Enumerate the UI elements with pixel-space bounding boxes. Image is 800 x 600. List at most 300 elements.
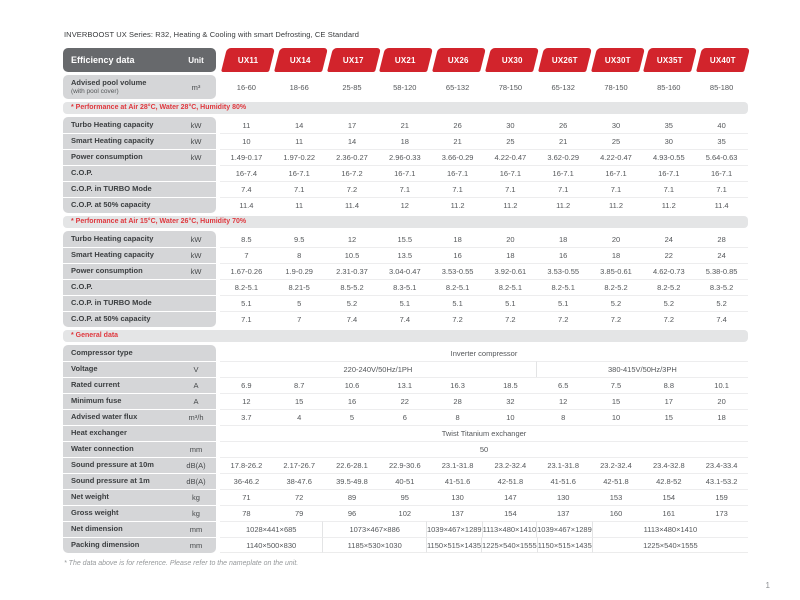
model-tab-ribbon: [432, 48, 486, 72]
cell: 16-7.1: [484, 165, 537, 181]
model-tab: [378, 48, 431, 72]
row-unit: dB(A): [176, 473, 216, 489]
cell: 78: [220, 505, 273, 521]
model-tab-label: UX11: [237, 55, 259, 65]
cell: 8: [537, 409, 590, 425]
cell: 10: [590, 409, 643, 425]
cell: 6: [378, 409, 431, 425]
cell: 11.2: [537, 197, 590, 213]
table-row: [63, 489, 748, 505]
cell: 12: [378, 197, 431, 213]
cell: 7.2: [326, 181, 379, 197]
performance-air28-group: [63, 117, 748, 213]
cell: 30: [642, 133, 695, 149]
cell: 18-66: [289, 82, 309, 92]
cell: Twist Titanium exchanger: [220, 425, 748, 441]
model-tab-ribbon: [327, 48, 381, 72]
cell: 10.5: [326, 247, 379, 263]
cell: 7.4: [220, 181, 273, 197]
cell: 25-85: [342, 82, 362, 92]
cell: 7.2: [590, 311, 643, 327]
cell: 161: [642, 505, 695, 521]
cell: 11.2: [590, 197, 643, 213]
cell: 16-7.1: [695, 165, 748, 181]
model-tab: [484, 48, 537, 72]
cell: 8.2-5.1: [537, 279, 590, 295]
cell: 7.1: [590, 181, 643, 197]
cell: 10: [484, 409, 537, 425]
cell: 18: [453, 234, 462, 244]
table-header-row: [63, 48, 748, 72]
cell: 30: [611, 120, 621, 130]
cell: 1150×515×1435: [427, 537, 482, 553]
row-label: Sound pressure at 10m: [63, 457, 176, 473]
cell: 9.5: [293, 234, 305, 244]
unit-header: Unit: [188, 55, 204, 65]
cell: 78-150: [604, 82, 628, 92]
cell: 95: [378, 489, 431, 505]
page-title: INVERBOOST UX Series: R32, Heating & Cooling with smart Defrosting, CE Standard: [64, 30, 359, 39]
cell: 42.8-52: [642, 473, 695, 489]
cell: 35: [695, 133, 748, 149]
cell: 3.7: [220, 409, 273, 425]
table-row: [63, 441, 748, 457]
cell: 1.49-0.17: [220, 149, 273, 165]
cell: 16-7.1: [590, 165, 643, 181]
cell: 154: [642, 489, 695, 505]
table-row: [63, 409, 748, 425]
row-label: Smart Heating capacity: [63, 133, 176, 149]
efficiency-data-header: Efficiency data: [71, 55, 135, 65]
cell: 380-415V/50Hz/3PH: [537, 361, 748, 377]
table-row: [63, 133, 748, 149]
cell: 1028×441×685: [220, 521, 323, 537]
row-label: Power consumption: [63, 263, 176, 279]
row-unit: [176, 295, 216, 311]
cell: 16-7.1: [273, 165, 326, 181]
model-tab-label: UX40T: [710, 55, 737, 65]
cell: 220-240V/50Hz/1PH: [220, 361, 537, 377]
cell: 5.2: [590, 295, 643, 311]
table-row: [63, 537, 748, 553]
row-label: Turbo Heating capacity: [63, 117, 176, 133]
cell: 15: [642, 409, 695, 425]
cell: 38-47.6: [273, 473, 326, 489]
page-number: 1: [765, 581, 770, 590]
cell: 8.21-5: [273, 279, 326, 295]
row-unit: [176, 345, 216, 361]
cell: 11.4: [326, 197, 379, 213]
cell: 71: [220, 489, 273, 505]
cell: 5.1: [220, 295, 273, 311]
cell: 1225×540×1555: [482, 537, 538, 553]
model-tab: [431, 48, 484, 72]
cell: 137: [537, 505, 590, 521]
row-label: Voltage: [63, 361, 176, 377]
cell: 16-7.4: [220, 165, 273, 181]
cell: 23.1-31.8: [537, 457, 590, 473]
model-tab: [326, 48, 379, 72]
cell: 147: [484, 489, 537, 505]
model-tab-label: UX21: [395, 55, 417, 65]
cell: 16-60: [236, 82, 256, 92]
cell: 42-51.8: [590, 473, 643, 489]
cell: 7.2: [431, 311, 484, 327]
cell: 22.9-30.6: [378, 457, 431, 473]
cell: 41-51.6: [431, 473, 484, 489]
cell: 40-51: [378, 473, 431, 489]
cell: 1113×480×1410: [593, 521, 748, 537]
cell: 7.4: [695, 311, 748, 327]
general-data-group: [63, 345, 748, 553]
cell: 5.2: [642, 295, 695, 311]
cell: 16-7.2: [326, 165, 379, 181]
cell: 40: [717, 120, 726, 130]
model-tab-label: UX30: [501, 55, 523, 65]
table-row: [63, 521, 748, 537]
cell: 1.97-0.22: [273, 149, 326, 165]
cell: 11: [242, 120, 251, 130]
cell: 15: [590, 393, 643, 409]
table-row: [63, 473, 748, 489]
cell: 11.4: [220, 197, 273, 213]
cell: 14: [295, 120, 304, 130]
model-tab-ribbon: [379, 48, 433, 72]
model-tab: [273, 48, 326, 72]
cell: 3.53-0.55: [537, 263, 590, 279]
row-label: C.O.P. in TURBO Mode: [63, 295, 176, 311]
section-heading-general-data: * General data: [63, 330, 748, 342]
cell: 15: [273, 393, 326, 409]
row-label: Turbo Heating capacity: [63, 231, 176, 247]
row-unit: kg: [176, 489, 216, 505]
cell: 10: [220, 133, 273, 149]
cell: 18: [559, 234, 568, 244]
cell: 96: [326, 505, 379, 521]
cell: 8.8: [642, 377, 695, 393]
row-unit: m³/h: [176, 409, 216, 425]
cell: 16-7.1: [537, 165, 590, 181]
cell: 16-7.1: [431, 165, 484, 181]
model-tab-ribbon: [274, 48, 328, 72]
cell: 1039×467×1289: [427, 521, 483, 537]
cell: 21: [537, 133, 590, 149]
cell: 17: [642, 393, 695, 409]
cell: 36-46.2: [220, 473, 273, 489]
row-label: Smart Heating capacity: [63, 247, 176, 263]
cell: 5: [273, 295, 326, 311]
cell: 16: [431, 247, 484, 263]
cell: 5.2: [326, 295, 379, 311]
cell: 30: [506, 120, 515, 130]
cell: 130: [431, 489, 484, 505]
row-label: C.O.P.: [63, 279, 176, 295]
cell: 1.9-0.29: [273, 263, 326, 279]
cell: 23.2-32.4: [484, 457, 537, 473]
model-tab-label: UX30T: [604, 55, 631, 65]
cell: 23.1-31.8: [431, 457, 484, 473]
model-tab: [642, 48, 695, 72]
cell: 22: [642, 247, 695, 263]
row-unit: mm: [176, 521, 216, 537]
table-row: [63, 295, 748, 311]
row-label: Power consumption: [63, 149, 176, 165]
row-label: Advised water flux: [63, 409, 176, 425]
cell: 4.22-0.47: [590, 149, 643, 165]
table-row: [63, 279, 748, 295]
row-unit: [176, 311, 216, 327]
row-unit: [176, 425, 216, 441]
cell: 65-132: [551, 82, 575, 92]
cell: 18: [590, 247, 643, 263]
cell: 10.6: [326, 377, 379, 393]
row-unit: mm: [176, 537, 216, 553]
cell: Inverter compressor: [450, 348, 518, 358]
cell: 43.1-53.2: [695, 473, 748, 489]
model-tab-label: UX17: [343, 55, 364, 65]
row-label: C.O.P. at 50% capacity: [63, 197, 176, 213]
model-tab: [220, 48, 273, 72]
cell: 7.4: [326, 311, 379, 327]
model-tab: [537, 48, 590, 72]
cell: 85-180: [709, 82, 734, 92]
row-unit: kW: [176, 263, 216, 279]
model-tab-ribbon: [643, 48, 697, 72]
cell: 7.1: [273, 181, 326, 197]
cell: 5.1: [431, 295, 484, 311]
cell: 21: [400, 120, 409, 130]
row-unit: kW: [176, 231, 216, 247]
cell: 14: [326, 133, 379, 149]
cell: 1185×530×1030: [323, 537, 426, 553]
cell: 3.92-0.61: [484, 263, 537, 279]
table-header-left: [63, 48, 216, 72]
cell: 8: [273, 247, 326, 263]
cell: 8.2-5.1: [484, 279, 537, 295]
cell: 26: [559, 120, 568, 130]
table-row: [63, 231, 748, 247]
cell: 3.62-0.29: [537, 149, 590, 165]
cell: 8.2-5.1: [431, 279, 484, 295]
pool-volume-group: [63, 75, 748, 99]
table-row: [63, 165, 748, 181]
cell: 5.64-0.63: [695, 149, 748, 165]
cell: 3.53-0.55: [431, 263, 484, 279]
performance-air15-group: [63, 231, 748, 327]
row-label: Heat exchanger: [63, 425, 176, 441]
section-heading-performance-air28: * Performance at Air 28°C, Water 28°C, Humidity 80%: [63, 102, 748, 114]
model-tab: [695, 48, 748, 72]
cell: 7.1: [220, 311, 273, 327]
row-label: Net weight: [63, 489, 176, 505]
cell: 18: [484, 247, 537, 263]
cell: 8.2-5.1: [220, 279, 273, 295]
cell: 7.1: [537, 181, 590, 197]
cell: 160: [590, 505, 643, 521]
cell: 24: [695, 247, 748, 263]
row-label: C.O.P. in TURBO Mode: [63, 181, 176, 197]
table-row: [63, 117, 748, 133]
model-tab-label: UX35T: [657, 55, 684, 65]
row-unit: A: [176, 393, 216, 409]
cell: 16-7.1: [642, 165, 695, 181]
cell: 2.96-0.33: [378, 149, 431, 165]
row-unit: m³: [176, 75, 216, 99]
cell: 2.31-0.37: [326, 263, 379, 279]
row-label: Net dimension: [63, 521, 176, 537]
table-row: [63, 75, 748, 99]
table-content: [63, 30, 748, 567]
cell: 7.1: [484, 181, 537, 197]
cell: 2.36-0.27: [326, 149, 379, 165]
table-row: [63, 197, 748, 213]
cell: 7.2: [642, 311, 695, 327]
cell: 58-120: [393, 82, 417, 92]
cell: 11.2: [431, 197, 484, 213]
cell: 16-7.1: [378, 165, 431, 181]
cell: 28: [431, 393, 484, 409]
cell: 1039×467×1289: [537, 521, 593, 537]
cell: 13.1: [378, 377, 431, 393]
table-row: [63, 505, 748, 521]
cell: 7.1: [378, 181, 431, 197]
model-tab: [590, 48, 643, 72]
cell: 18: [378, 133, 431, 149]
cell: 8.5: [241, 234, 252, 244]
cell: 12: [537, 393, 590, 409]
cell: 8.7: [273, 377, 326, 393]
table-row: [63, 425, 748, 441]
model-tab-ribbon: [591, 48, 645, 72]
cell: 35: [664, 120, 673, 130]
cell: 1140×500×830: [220, 537, 323, 553]
cell: 20: [695, 393, 748, 409]
row-unit: A: [176, 377, 216, 393]
cell: 39.5-49.8: [326, 473, 379, 489]
cell: 23.4-33.4: [695, 457, 748, 473]
cell: 7.1: [695, 181, 748, 197]
cell: 5.1: [378, 295, 431, 311]
cell: 11: [273, 133, 326, 149]
cell: 89: [326, 489, 379, 505]
cell: 72: [273, 489, 326, 505]
table-row: [63, 247, 748, 263]
row-label: C.O.P.: [63, 165, 176, 181]
cell: 153: [590, 489, 643, 505]
cell: 5: [326, 409, 379, 425]
cell: 85-160: [657, 82, 681, 92]
row-label: C.O.P. at 50% capacity: [63, 311, 176, 327]
cell: 23.2-32.4: [590, 457, 643, 473]
model-tab-ribbon: [538, 48, 592, 72]
table-row: [63, 457, 748, 473]
cell: 159: [695, 489, 748, 505]
cell: 8.3-5.1: [378, 279, 431, 295]
cell: 5.1: [484, 295, 537, 311]
cell: 18.5: [484, 377, 537, 393]
cell: 6.9: [220, 377, 273, 393]
cell: 154: [484, 505, 537, 521]
table-row: [63, 149, 748, 165]
cell: 11.2: [484, 197, 537, 213]
model-tab-label: UX26: [448, 55, 470, 65]
row-unit: kW: [176, 149, 216, 165]
cell: 137: [431, 505, 484, 521]
cell: 22: [378, 393, 431, 409]
cell: 7.5: [590, 377, 643, 393]
cell: 16: [537, 247, 590, 263]
cell: 3.04-0.47: [378, 263, 431, 279]
cell: 12: [220, 393, 273, 409]
row-label: Gross weight: [63, 505, 176, 521]
cell: 7.2: [537, 311, 590, 327]
footnote: * The data above is for reference. Please refer to the nameplate on the unit.: [64, 560, 299, 567]
cell: 173: [695, 505, 748, 521]
cell: 32: [484, 393, 537, 409]
cell: 4.22-0.47: [484, 149, 537, 165]
cell: 21: [431, 133, 484, 149]
model-tab-ribbon: [485, 48, 539, 72]
table-row: [63, 345, 748, 361]
cell: 130: [537, 489, 590, 505]
cell: 41-51.6: [537, 473, 590, 489]
row-label: Compressor type: [63, 345, 176, 361]
cell: 1073×467×886: [323, 521, 426, 537]
cell: 12: [347, 234, 357, 244]
cell: 7: [273, 311, 326, 327]
cell: 8.5-5.2: [326, 279, 379, 295]
row-label: Minimum fuse: [63, 393, 176, 409]
table-row: [63, 377, 748, 393]
cell: 5.1: [537, 295, 590, 311]
cell: 11.4: [695, 197, 748, 213]
row-unit: mm: [176, 441, 216, 457]
cell: 8: [431, 409, 484, 425]
cell: 8.3-5.2: [695, 279, 748, 295]
cell: 79: [273, 505, 326, 521]
cell: 25: [484, 133, 537, 149]
cell: 1150×515×1435: [538, 537, 593, 553]
cell: 6.5: [537, 377, 590, 393]
cell: 20: [506, 234, 515, 244]
row-unit: dB(A): [176, 457, 216, 473]
cell: 7.4: [378, 311, 431, 327]
row-label: Packing dimension: [63, 537, 176, 553]
row-unit: [176, 165, 216, 181]
cell: 28: [717, 234, 726, 244]
row-unit: kg: [176, 505, 216, 521]
cell: 24: [664, 234, 673, 244]
cell: 4: [273, 409, 326, 425]
cell: 11.2: [642, 197, 695, 213]
row-label: Water connection: [63, 441, 176, 457]
table-row: [63, 311, 748, 327]
cell: 8.2-5.2: [590, 279, 643, 295]
cell: 8.2-5.2: [642, 279, 695, 295]
row-unit: kW: [176, 133, 216, 149]
cell: 17: [347, 120, 357, 130]
table-row: [63, 361, 748, 377]
model-tab-label: UX14: [290, 55, 312, 65]
cell: 7.2: [484, 311, 537, 327]
model-tab-label: UX26T: [551, 55, 578, 65]
cell: 15.5: [397, 234, 413, 244]
row-unit: [176, 181, 216, 197]
model-tab-ribbon: [221, 48, 275, 72]
row-label: Rated current: [63, 377, 176, 393]
cell: 65-132: [445, 82, 470, 92]
cell: 50: [220, 441, 748, 457]
